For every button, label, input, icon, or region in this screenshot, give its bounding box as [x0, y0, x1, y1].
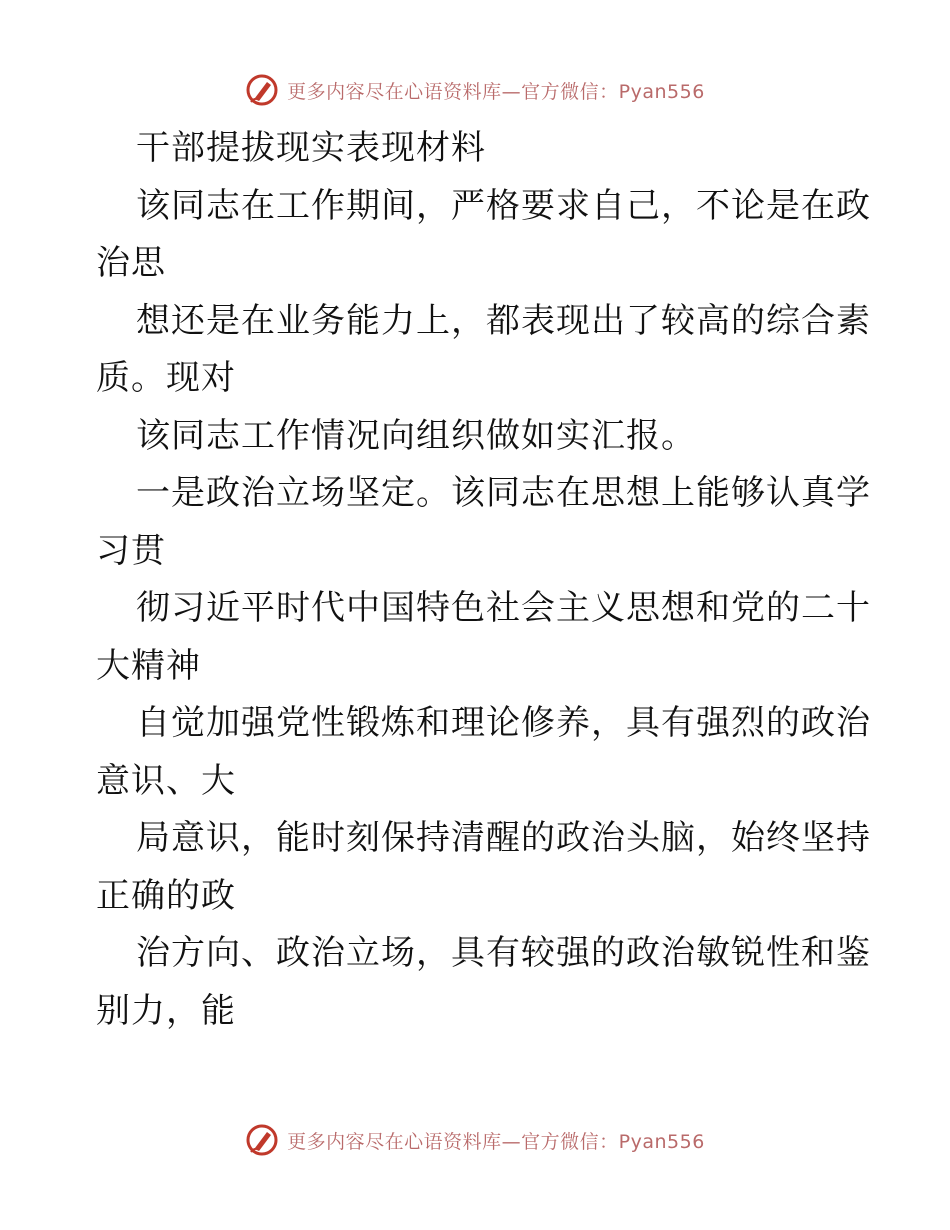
document-line: 质。现对	[96, 358, 236, 398]
watermark-text: 更多内容尽在心语资料库—官方微信：Pyan556	[287, 1130, 705, 1153]
document-line: 想还是在业务能力上，都表现出了较高的综合素	[136, 300, 871, 341]
document-line: 治思	[96, 243, 166, 283]
pen-logo-icon	[245, 1123, 279, 1157]
document-line: 自觉加强党性锻炼和理论修养，具有强烈的政治	[136, 703, 871, 743]
document-line: 该同志在工作期间，严格要求自己，不论是在政	[136, 185, 871, 226]
header-watermark	[0, 70, 950, 110]
document-line: 该同志工作情况向组织做如实汇报。	[136, 415, 696, 456]
document-line: 一是政治立场坚定。该同志在思想上能够认真学	[136, 473, 871, 513]
document-line: 大精神	[96, 645, 201, 686]
document-line: 习贯	[96, 530, 166, 571]
document-line: 正确的政	[96, 875, 236, 916]
document-line: 干部提拔现实表现材料	[136, 128, 486, 168]
document-body	[96, 120, 871, 1040]
document-line: 治方向、政治立场，具有较强的政治敏锐性和鉴	[136, 933, 871, 973]
document-line: 局意识，能时刻保持清醒的政治头脑，始终坚持	[136, 818, 871, 858]
document-line: 意识、大	[96, 760, 236, 801]
document-line: 彻习近平时代中国特色社会主义思想和党的二十	[136, 588, 871, 628]
watermark-text: 更多内容尽在心语资料库—官方微信：Pyan556	[287, 80, 705, 103]
pen-logo-icon	[245, 73, 279, 107]
document-line: 别力，能	[96, 990, 236, 1031]
footer-watermark	[0, 1120, 950, 1160]
